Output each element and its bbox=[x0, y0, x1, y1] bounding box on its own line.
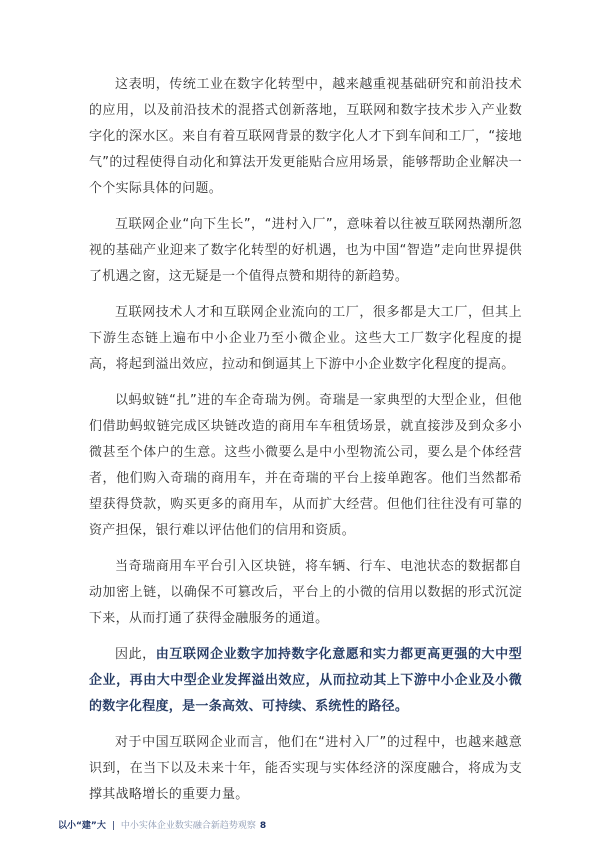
page-content bbox=[89, 72, 522, 818]
conclusion-lead: 因此， bbox=[115, 647, 156, 662]
footer-divider: | bbox=[111, 821, 115, 831]
paragraph-conclusion bbox=[89, 642, 522, 720]
paragraph-blockchain-credit: 当奇瑞商用车平台引入区块链，将车辆、行车、电池状态的数据都自动加密上链，以确保不可篡改后，平台上的小微的信用以数据的形式沉淀下来，从而打通了获得金融服务的通道。 bbox=[89, 559, 522, 626]
paragraph-chery-example: 以蚂蚁链“扎”进的车企奇瑞为例。奇瑞是一家典型的大型企业，但他们借助蚂蚁链完成区块链改造的商用车车租赁场景，就直接涉及到众多小微甚至个体户的生意。这些小微要么是中小型物流公司，要么是个体经营者，他们购入奇瑞的商用车，并在奇瑞的平台上接单跑客。他们当然都希望获得贷款，购买更多的商用车，从而扩大经营。但他们往往没有可靠的资产担保，银行难以评估他们的信用和资质。 bbox=[89, 393, 522, 538]
conclusion-emphasis: 由互联网企业数字加持数字化意愿和实力都更高更强的大中型企业，再由大中型企业发挥溢出效应，从而拉动其上下游中小企业及小微的数字化程度，是一条高效、可持续、系统性的路径。 bbox=[89, 647, 522, 714]
paragraph-digital-transformation: 这表明，传统工业在数字化转型中，越来越重视基础研究和前沿技术的应用，以及前沿技术的混搭式创新落地，互联网和数字技术步入产业数字化的深水区。来自有着互联网背景的数字化人才下到车间和工厂，“接地气”的过程使得自动化和算法开发更能贴合应用场景，能够帮助企业解决一个个实际具体的问题。 bbox=[89, 77, 522, 196]
page-footer bbox=[58, 819, 266, 833]
paragraph-spillover-effect: 互联网技术人才和互联网企业流向的工厂，很多都是大工厂，但其上下游生态链上遍布中小企业乃至小微企业。这些大工厂数字化程度的提高，将起到溢出效应，拉动和倒逼其上下游中小企业数字化程度的提高。 bbox=[89, 305, 522, 372]
paragraph-closing: 对于中国互联网企业而言，他们在“进村入厂”的过程中，也越来越意识到，在当下以及未来十年，能否实现与实体经济的深度融合，将成为支撑其战略增长的重要力量。 bbox=[89, 735, 522, 802]
footer-subtitle: 中小实体企业数实融合新趋势观察 bbox=[120, 821, 256, 831]
paragraph-grow-downward: 互联网企业“向下生长”，“进村入厂”，意味着以往被互联网热潮所忽视的基础产业迎来了数字化转型的好机遇，也为中国“智造”走向世界提供了机遇之窗，这无疑是一个值得点赞和期待的新趋势。 bbox=[89, 217, 522, 284]
footer-brand: 以小“建”大 bbox=[58, 821, 106, 831]
page-number: 8 bbox=[259, 821, 267, 831]
